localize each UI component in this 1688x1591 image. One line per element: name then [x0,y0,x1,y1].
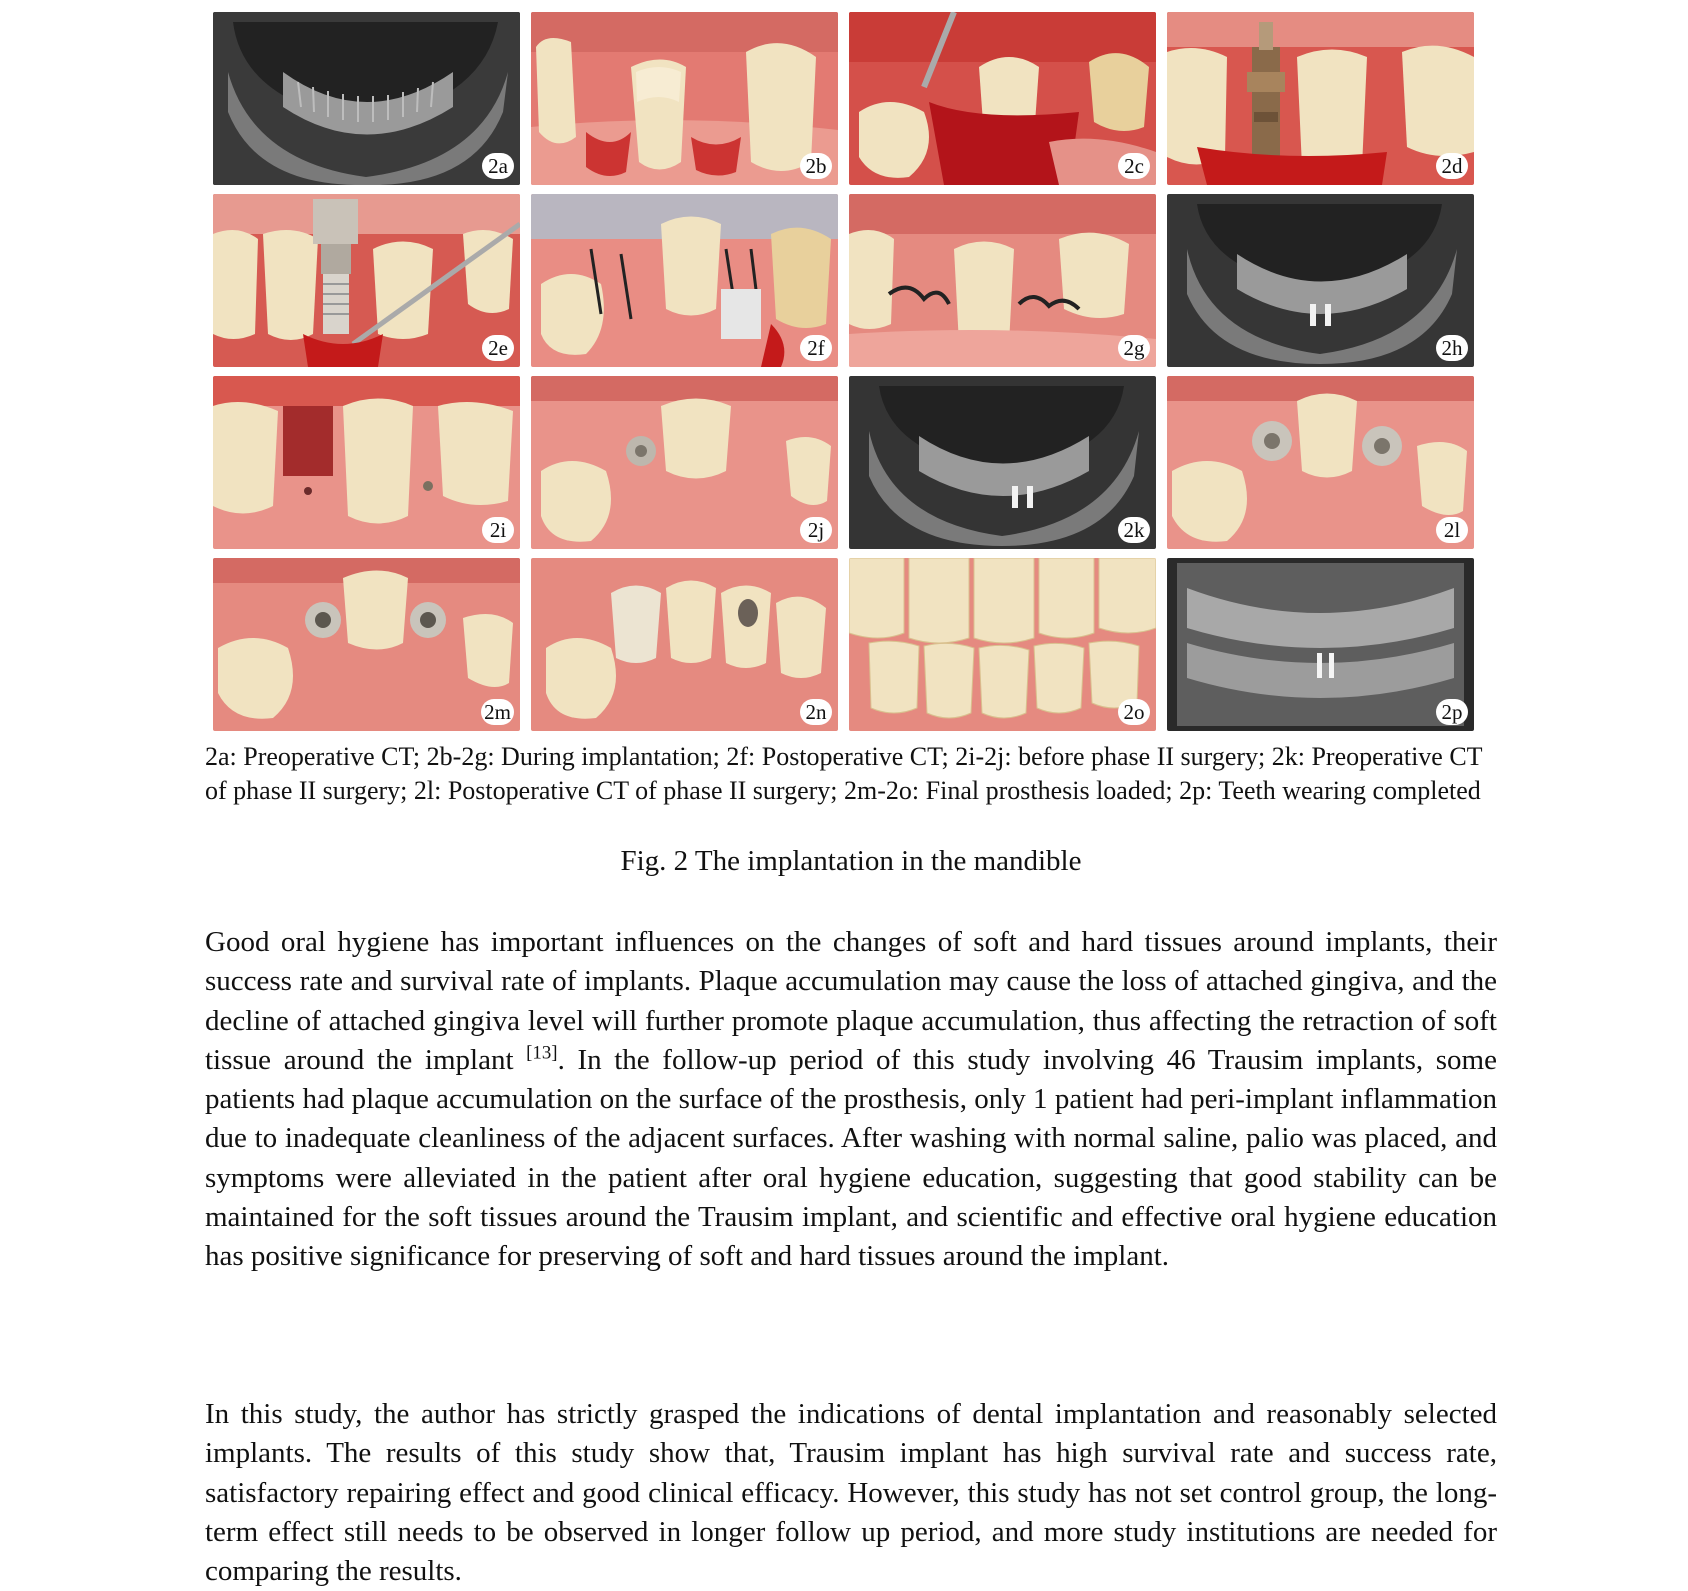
ct-scan-image [213,12,520,185]
panel-label: 2g [1118,335,1150,361]
panel-label: 2m [481,699,514,725]
panel-label: 2c [1118,153,1150,179]
body-paragraph-1 [205,923,1497,1277]
panel-2e-clinical-photo [213,194,520,367]
paragraph-text: Good oral hygiene has important influences on the changes of soft and hard tissues around implants, their success rate and survival rate of implants. Plaque accumulation may cause the loss of attached gingiva, and the decline of attached gingiva level will further promote plaque accumulation, thus affecting the retraction of soft tissue around the implant [205,926,1497,1076]
panel-label: 2i [482,517,514,543]
panoramic-xray-image [1167,558,1474,731]
citation-reference: [13] [526,1042,558,1064]
panel-2f-clinical-photo [531,194,838,367]
panel-label: 2h [1436,335,1468,361]
panel-2h-ct-image [1167,194,1474,367]
panel-label: 2d [1436,153,1468,179]
panel-2b-clinical-photo [531,12,838,185]
clinical-photo [531,558,838,731]
panel-label: 2l [1436,517,1468,543]
clinical-photo [531,12,838,185]
figure-caption: 2a: Preoperative CT; 2b-2g: During implantation; 2f: Postoperative CT; 2i-2j: before phase II surgery; 2k: Preoperative CT of phase II surgery; 2l: Postoperative CT of phase II surgery; 2m-2o: Final prosthesis loaded; 2p: Teeth wearing completed [205,742,1483,805]
ct-scan-image [849,376,1156,549]
figure-title: Fig. 2 The implantation in the mandible [620,845,1082,877]
clinical-photo [1167,376,1474,549]
clinical-photo [213,376,520,549]
panel-2c-clinical-photo [849,12,1156,185]
panel-label: 2j [800,517,832,543]
panel-2m-clinical-photo [213,558,520,731]
figure-panel-grid [213,12,1478,730]
clinical-photo [849,12,1156,185]
panel-2d-clinical-photo [1167,12,1474,185]
clinical-photo [849,194,1156,367]
clinical-photo [849,558,1156,731]
body-paragraph-2: In this study, the author has strictly grasped the indications of dental implantation and reasonably selected implants. The results of this study show that, Trausim implant has high survival rate and success rate, satisfactory repairing effect and good clinical efficacy. However, this study has not set control group, the long-term effect still needs to be observed in longer follow up period, and more study institutions are needed for comparing the results. [205,1398,1497,1588]
panel-label: 2k [1118,517,1150,543]
panel-2a-ct-image [213,12,520,185]
panel-2j-clinical-photo [531,376,838,549]
clinical-photo [531,194,838,367]
panel-2o-clinical-photo [849,558,1156,731]
panel-label: 2b [800,153,832,179]
panel-label: 2n [800,699,832,725]
ct-scan-image [1167,194,1474,367]
panel-label: 2a [482,153,514,179]
paragraph-text: . In the follow-up period of this study involving 46 Trausim implants, some patients had plaque accumulation on the surface of the prosthesis, only 1 patient had peri-implant inflammation due to inadequate cleanliness of the adjacent surfaces. After washing with normal saline, palio was placed, and symptoms were alleviated in the patient after oral hygiene education, suggesting that good stability can be maintained for the soft tissues around the Trausim implant, and scientific and effective oral hygiene education has positive significance for preserving of soft and hard tissues around the implant. [205,1043,1497,1273]
panel-label: 2f [800,335,832,361]
panel-2p-panoramic-xray [1167,558,1474,731]
panel-2k-ct-image [849,376,1156,549]
panel-2g-clinical-photo [849,194,1156,367]
panel-label: 2o [1118,699,1150,725]
panel-label: 2e [482,335,514,361]
clinical-photo [213,558,520,731]
clinical-photo [531,376,838,549]
clinical-photo [1167,12,1474,185]
clinical-photo [213,194,520,367]
panel-2n-clinical-photo [531,558,838,731]
panel-2l-clinical-photo [1167,376,1474,549]
panel-label: 2p [1436,699,1468,725]
panel-2i-clinical-photo [213,376,520,549]
